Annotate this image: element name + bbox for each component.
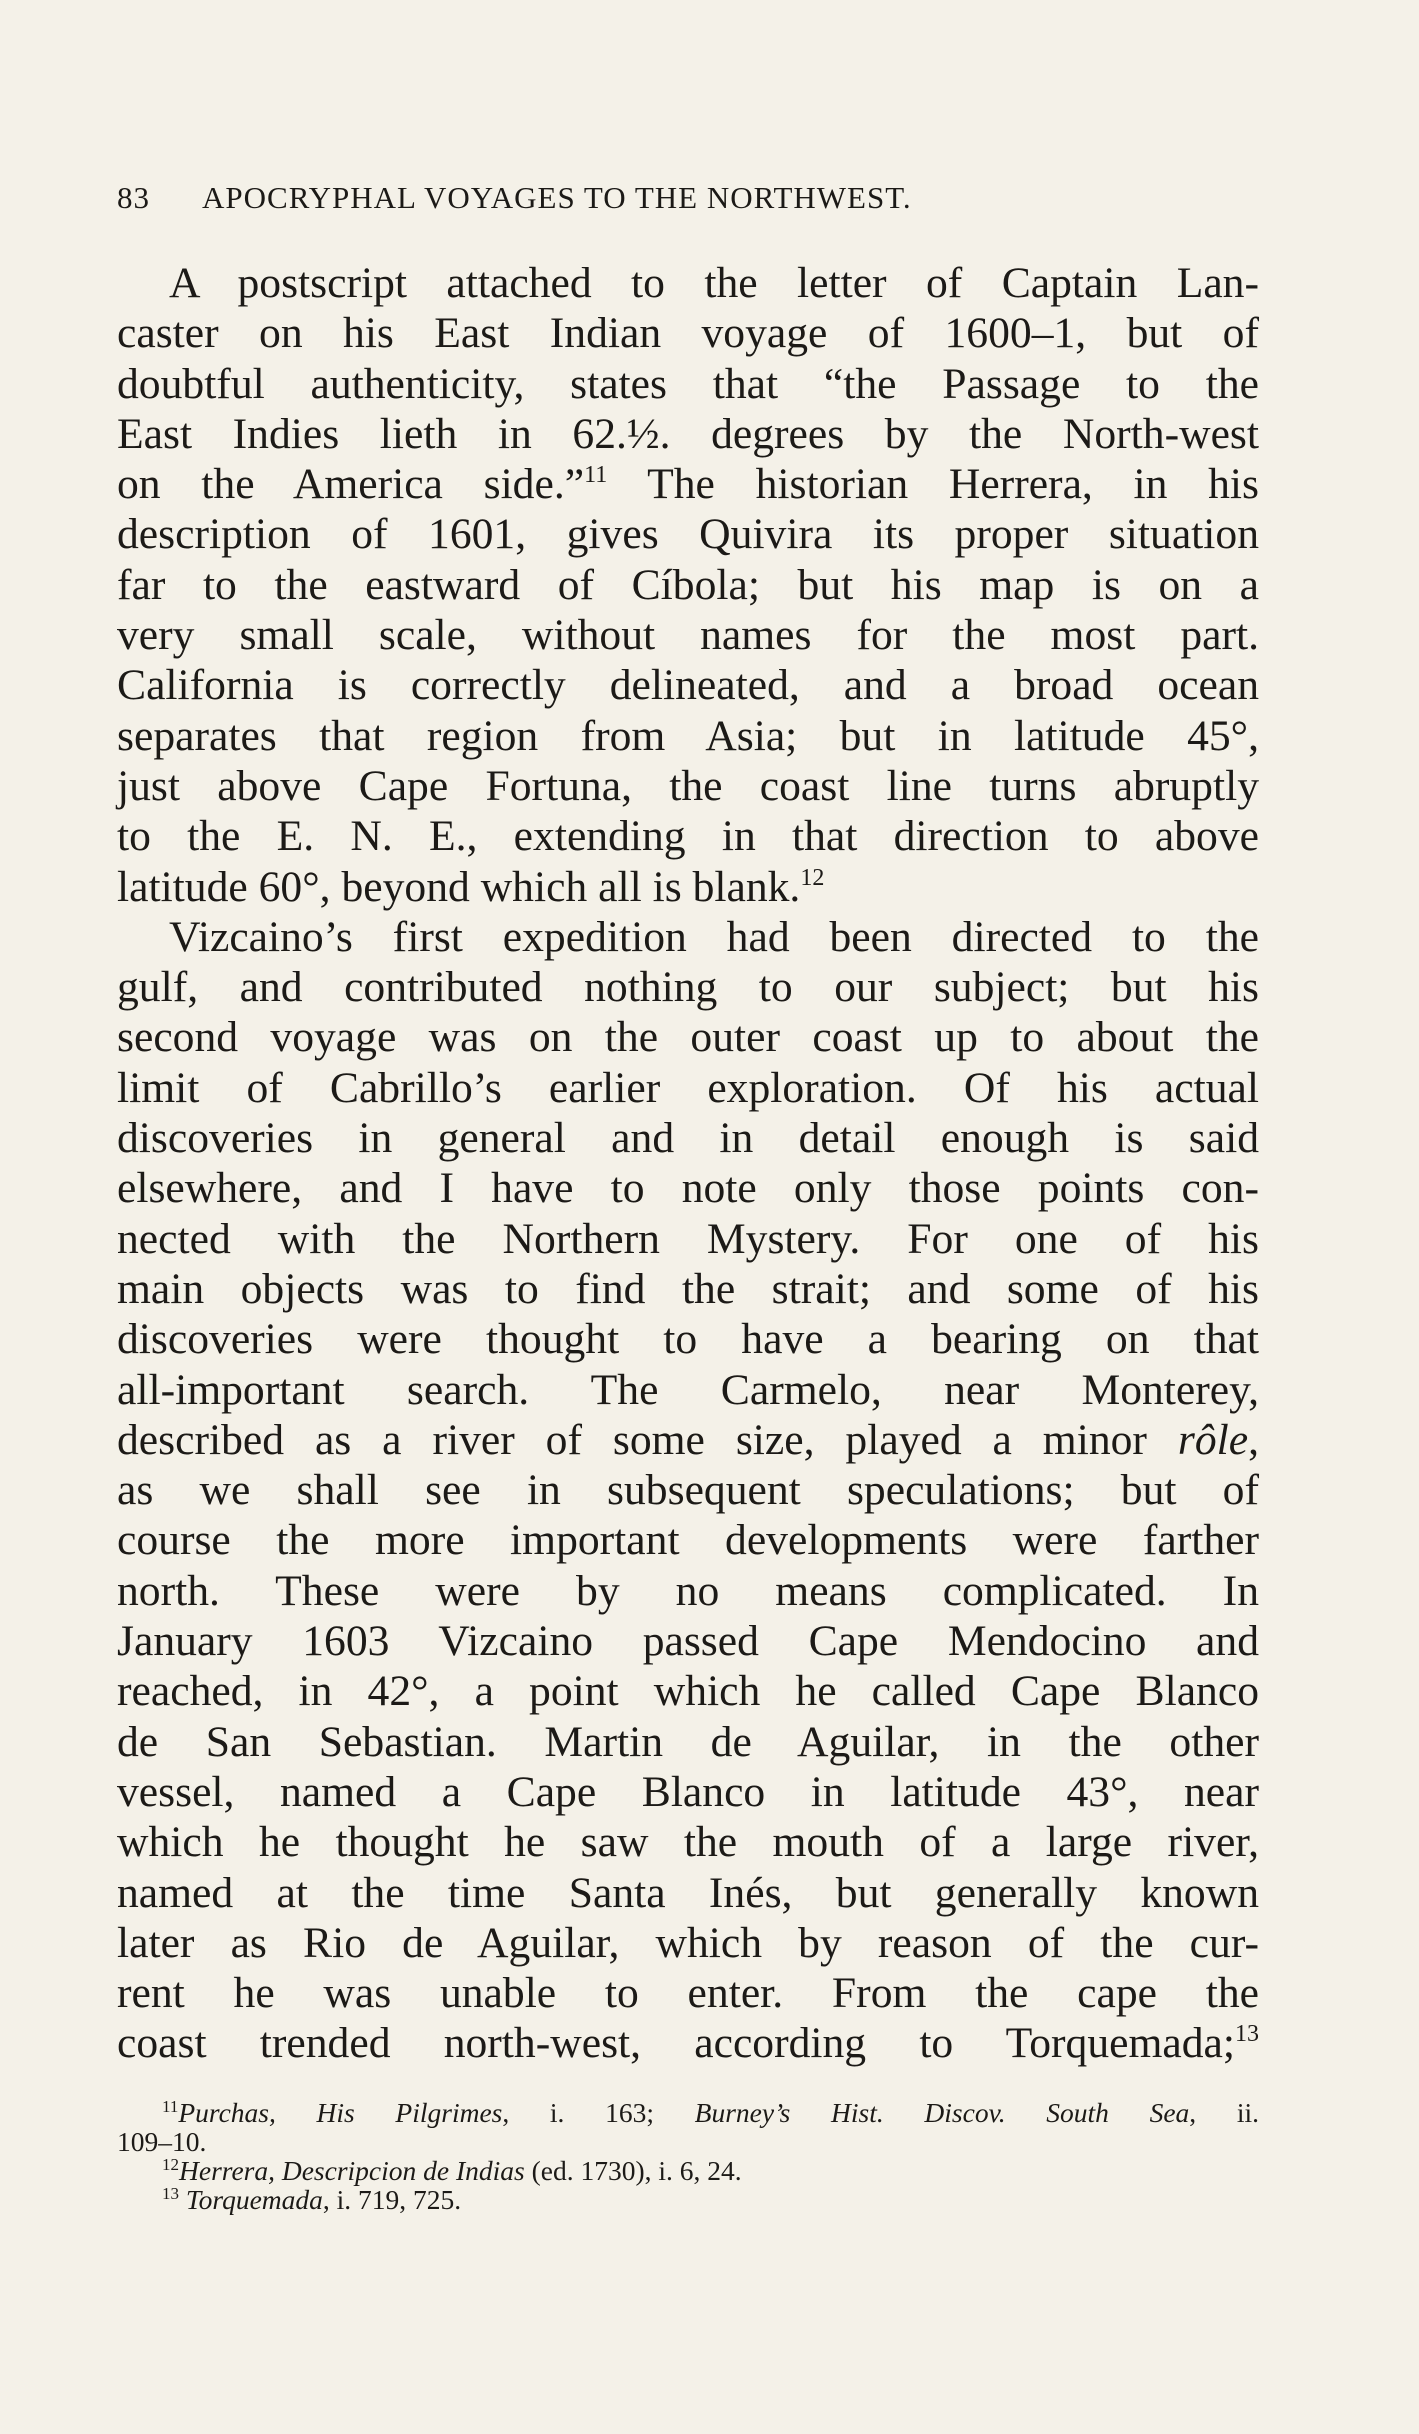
text-line [117,459,1259,509]
text-line: nected with the Northern Mystery. For one of his [117,1214,1259,1263]
text-line: later as Rio de Aguilar, which by reason of the cur- [117,1918,1259,1967]
body-text [117,258,1259,2069]
text-line: discoveries in general and in detail enough is said [117,1114,1259,1163]
text-line: main objects was to find the strait; and some of his [117,1264,1259,1313]
footnotes [117,2098,1259,2214]
text-line: caster on his East Indian voyage of 1600–1, but of [117,309,1259,358]
text-line: de San Sebastian. Martin de Aguilar, in the other [117,1717,1259,1766]
footnote-source: Purchas, His Pilgrimes [178,2097,503,2128]
text-line [117,862,1259,912]
footnote-source: Herrera, Descripcion de Indias [179,2155,525,2186]
running-title: APOCRYPHAL VOYAGES TO THE NORTHWEST. [202,180,912,215]
text-line: vessel, named a Cape Blanco in latitude 43°, near [117,1767,1259,1816]
text-line: description of 1601, gives Quivira its proper situation [117,510,1259,559]
italic-word: rôle [1177,1415,1249,1464]
footnote-source: Torquemada [185,2184,323,2215]
footnote-11 [117,2098,1259,2127]
footnote-mark: 12 [162,2155,179,2174]
text-line: north. These were by no means complicated. In [117,1566,1259,1615]
text-line: rent he was unable to enter. From the cape the [117,1969,1259,2018]
text-line: as we shall see in subsequent speculations; but of [117,1466,1259,1515]
text-line: January 1603 Vizcaino passed Cape Mendocino and [117,1617,1259,1666]
footnote-text: , i. 719, 725. [322,2184,462,2215]
text-segment: , [1248,1415,1259,1464]
text-segment: on the America side.” [117,460,585,509]
text-line: East Indies lieth in 62.½. degrees by the North-west [117,409,1259,458]
text-line [117,2018,1259,2068]
footnote-mark: 13 [162,2184,179,2203]
text-line: A postscript attached to the letter of Captain Lan- [169,259,1259,307]
text-line: course the more important developments were farther [117,1516,1259,1565]
text-line: doubtful authenticity, states that “the Passage to the [117,359,1259,408]
text-line: elsewhere, and I have to note only those points con- [117,1164,1259,1213]
footnote-source: Burney’s Hist. Discov. South Sea [694,2097,1190,2128]
text-segment: latitude 60°, beyond which all is blank. [117,862,801,911]
text-line: reached, in 42°, a point which he called Cape Blanco [117,1667,1259,1716]
text-line: gulf, and contributed nothing to our subject; but his [117,963,1259,1012]
text-line: to the E. N. E., extending in that direction to above [117,812,1259,861]
footnote-text: , i. 163; [502,2097,695,2128]
footnote-12 [117,2156,1259,2185]
text-line: discoveries were thought to have a bearing on that [117,1315,1259,1364]
text-line: second voyage was on the outer coast up to about the [117,1013,1259,1062]
footnote-13 [117,2185,1259,2214]
text-line: Vizcaino’s first expedition had been directed to the [169,912,1259,961]
text-line: California is correctly delineated, and a broad ocean [117,661,1259,710]
text-line: separates that region from Asia; but in latitude 45°, [117,711,1259,760]
text-line: very small scale, without names for the most part. [117,611,1259,660]
text-line: just above Cape Fortuna, the coast line turns abruptly [117,761,1259,810]
text-line: far to the eastward of Cíbola; but his map is on a [117,560,1259,609]
running-header [117,180,1259,216]
footnote-ref: 11 [584,462,608,489]
footnote-mark: 11 [162,2097,179,2116]
footnote-ref: 13 [1235,2021,1259,2048]
text-line [117,1415,1259,1465]
page-number: 83 [117,180,150,215]
footnote-text: (ed. 1730), i. 6, 24. [524,2155,742,2186]
footnote-11-continued: 109–10. [117,2126,207,2157]
text-segment: coast trended north-west, according to Torquemada; [117,2019,1235,2068]
text-line: limit of Cabrillo’s earlier exploration. Of his actual [117,1063,1259,1112]
text-segment: The historian Herrera, in his [607,460,1260,509]
footnote-ref: 12 [800,864,825,891]
text-line: which he thought he saw the mouth of a large river, [117,1818,1259,1867]
text-segment: described as a river of some size, played a minor [117,1415,1178,1464]
text-line: named at the time Santa Inés, but generally known [117,1868,1259,1917]
footnote-text: , ii. [1189,2097,1259,2128]
text-line: all-important search. The Carmelo, near Monterey, [117,1365,1259,1414]
